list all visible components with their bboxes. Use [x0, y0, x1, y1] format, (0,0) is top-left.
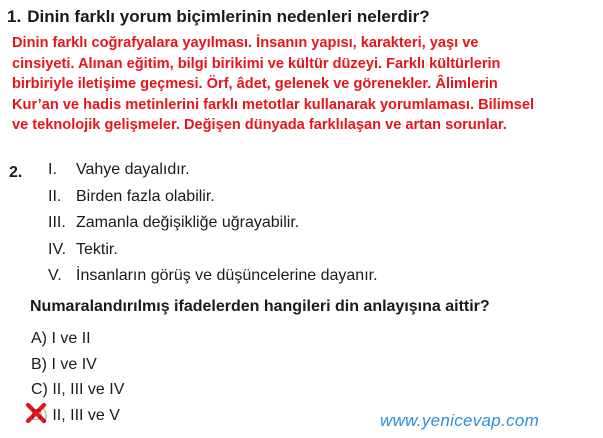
- option-letter: B): [31, 355, 47, 373]
- statement-text: Zamanla değişikliğe uğrayabilir.: [76, 214, 300, 231]
- statement-text: Birden fazla olabilir.: [76, 187, 215, 205]
- answer-line: Kur’an ve hadis metinlerini farklı metotlar kullanarak yorumlaması. Bilimsel: [12, 96, 535, 113]
- statement-text: Tektir.: [76, 240, 118, 258]
- option-letter: C): [31, 381, 48, 398]
- option-text: II, III ve V: [52, 406, 120, 424]
- option-letter: A): [31, 330, 47, 347]
- statement-numeral: IV.: [48, 240, 67, 258]
- option-text: I ve IV: [51, 355, 97, 373]
- question-1-answer: [12, 33, 597, 136]
- statement-numeral: V.: [48, 267, 62, 284]
- statement-numeral: I.: [48, 161, 57, 178]
- option-b[interactable]: [31, 356, 124, 382]
- site-watermark: www.yenicevap.com: [380, 411, 540, 430]
- question-1-number: 1.: [7, 7, 22, 26]
- statement-text: Vahye dayalıdır.: [76, 161, 190, 178]
- question-1-title: [7, 7, 430, 27]
- option-a[interactable]: [31, 330, 124, 356]
- answer-line: ve teknolojik gelişmeler. Değişen dünyada farklılaşan ve artan sorunlar.: [12, 117, 507, 134]
- statement-item: [48, 188, 378, 215]
- statement-list: [48, 161, 378, 294]
- statement-item: [48, 214, 378, 241]
- statement-text: İnsanların görüş ve düşüncelerine dayanır.: [76, 267, 378, 284]
- statement-numeral: III.: [48, 214, 66, 231]
- question-2-number: 2.: [9, 164, 23, 181]
- statement-item: [48, 161, 378, 188]
- statement-item: [48, 267, 378, 294]
- answer-line: cinsiyeti. Alınan eğitim, bilgi birikimi ve kültür düzeyi. Farklı kültürlerin: [12, 55, 501, 72]
- statement-numeral: II.: [48, 187, 62, 205]
- option-text: I ve II: [51, 330, 91, 347]
- answer-options: [31, 330, 124, 432]
- answer-line: Dinin farklı coğrafyalara yayılması. İnsanın yapısı, karakteri, yaşı ve: [12, 35, 479, 51]
- answer-line: birbiriyle iletişime geçmesi. Örf, âdet, gelenek ve görenekler. Âlimlerin: [12, 76, 498, 93]
- question-1-text: Dinin farklı yorum biçimlerinin nedenleri nelerdir?: [27, 7, 430, 26]
- option-d[interactable]: [31, 407, 124, 433]
- question-2-text: Numaralandırılmış ifadelerden hangileri din anlayışına aittir?: [30, 298, 490, 315]
- option-letter: D): [31, 406, 48, 424]
- statement-item: [48, 241, 378, 268]
- option-text: II, III ve IV: [52, 381, 125, 398]
